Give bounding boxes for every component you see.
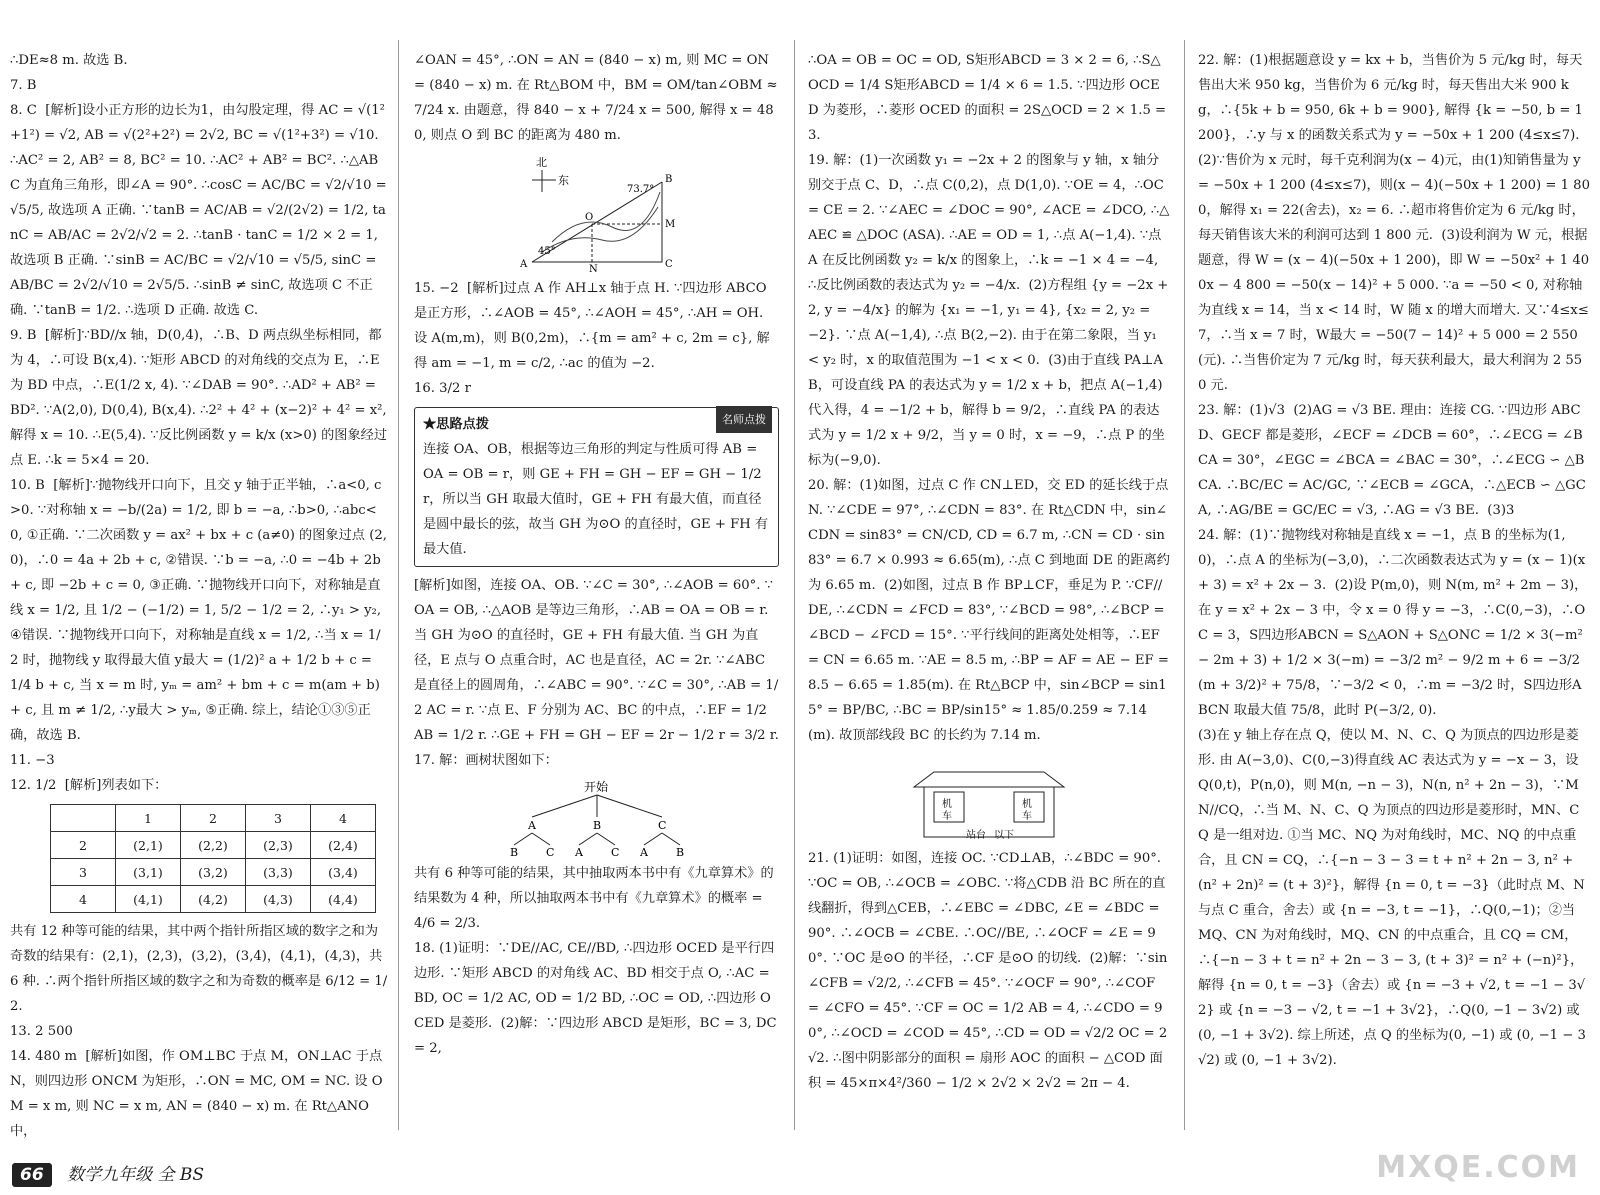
answer-22: 22. 解：(1)根据题意设 y = kx + b，当售价为 5 元/kg 时，每天售出大米 950 kg，当售价为 6 元/kg 时，每天售出大米 900 kg，∴{5k + b = 950, 6k + b = 900}, 解得 {k = −50, b = 1 200}，∴y 与 x 的函数关系式为 y = −50x + 1 200 (4≤x≤7). (2)∵售价为 x 元时，每千克利润为(x − 4)元，由(1)知销售量为 y = −50x + 1 200 (4≤x≤7)，则(x − 4)(−50x + 1 200) = 1 800，解得 x₁ = 22(舍去)，x₂ = 6. ∴超市将售价定为 6 元/kg 时，每天销售该大米的利润可达到 1 800 元. (3)设利润为 W 元，根据题意，得 W = (x − 4)(−50x + 1 200)，即 W = −50x² + 1 400x − 4 800 = −50(x − 14)² + 5 000. ∵a = −50 < 0, 对称轴为直线 x = 14，当 x < 14 时，W 随 x 的增大而增大. 又∵4≤x≤7，∴当 x = 7 时，W最大 = −50(7 − 14)² + 5 000 = 2 550(元). ∴当售价定为 7 元/kg 时，每天获利最大，最大利润为 2 550 元. (1198, 53, 1590, 393)
answer-19: 19. 解：(1)一次函数 y₁ = −2x + 2 的图象与 y 轴，x 轴分别交于点 C、D，∴点 C(0,2)，点 D(1,0). ∵OE = 4，∴OC = CE = 2. ∵∠AEC = ∠DOC = 90°, ∠ACE = ∠DCO, ∴△AEC ≌ △DOC (ASA). ∴AE = OD = 1, ∴点 A(−1,4). ∵点 A 在反比例函数 y₂ = k/x 的图象上，∴k = −1 × 4 = −4, ∴反比例函数的表达式为 y₂ = −4/x. (2)方程组 {y = −2x + 2, y = −4/x} 的解为 {x₁ = −1, y₁ = 4}, {x₂ = 2, y₂ = −2}. ∵点 A(−1,4), ∴点 B(2,−2). 由于在第二象限，当 y₁ < y₂ 时，x 的取值范围为 −1 < x < 0. (3)由于直线 PA⊥AB，可设直线 PA 的表达式为 y = 1/2 x + b，把点 A(−1,4)代入得，4 = −1/2 + b，解得 b = 9/2，∴直线 PA 的表达式为 y = 1/2 x + 9/2，当 y = 0 时，x = −9，∴点 P 的坐标为(−9,0). (808, 153, 1173, 468)
footer-title: 数学九年级 全 BS (67, 1165, 205, 1185)
tree-start-label: 开始 (583, 780, 608, 794)
answer-7: 7. B (10, 78, 37, 93)
table-cell: 4 (51, 886, 116, 913)
answer-17: 17. 解：画树状图如下： (414, 753, 558, 768)
column-divider (398, 40, 399, 1130)
svg-text:B: B (592, 819, 601, 832)
table-cell: (4,3) (246, 886, 311, 913)
svg-text:C: C (657, 819, 666, 832)
answer-column-2 (414, 48, 782, 1061)
answer-16: 16. 3/2 r (414, 381, 471, 396)
table-row (51, 832, 376, 859)
table-cell: (4,1) (116, 886, 181, 913)
answer-24-part3: (3)在 y 轴上存在点 Q，使以 M、N、C、Q 为顶点的四边形是菱形. 由 A(−3,0)、C(0,−3)得直线 AC 表达式为 y = −x − 3，设 Q(0,t)，P(n,0)，则 M(n, −n − 3)，N(n, n² + 2n − 3)，∵MN//CQ，∴当 M、N、C、Q 为顶点的四边形是菱形时，MN、CQ 是一组对边. ①当 MC、NQ 为对角线时，MC、NQ 的中点重合，且 CN = CQ，∴{−n − 3 − 3 = t + n² + 2n − 3, n² + (n² + 2n)² = (t + 3)²}，解得 {n = 0, t = −3}（此时点 M、N 与点 C 重合，舍去）或 {n = −3, t = −1}，∴Q(0,−1)；②当 MQ、CN 为对角线时，MQ、CN 的中点重合，且 CQ = CM，∴{−n − 3 + t = n² + 2n − 3 − 3, (t + 3)² = n² + (−n)²}，解得 {n = 0, t = −3}（舍去）或 {n = −3 + √2, t = −1 − 3√2} 或 {n = −3 − √2, t = −1 + 3√2}，∴Q(0, −1 − 3√2) 或 (0, −1 + 3√2). 综上所述，点 Q 的坐标为(0, −1) 或 (0, −1 − 3√2) 或 (0, −1 + 3√2). (1198, 728, 1589, 1068)
north-label: 北 (535, 156, 547, 169)
table-header-cell: 2 (181, 805, 246, 832)
svg-text:A: A (574, 846, 583, 857)
table-cell: (2,4) (311, 832, 376, 859)
answer-20: 20. 解：(1)如图，过点 C 作 CN⊥ED，交 ED 的延长线于点 N. ∵∠CDE = 97°, ∴∠CDN = 83°. 在 Rt△CDN 中，sin∠CDN = sin83° = CN/CD, CD = 6.7 m, ∴CN = CD · sin83° = 6.7 × 0.993 ≈ 6.65(m), ∴点 C 到地面 DE 的距离约为 6.65 m. (2)如图，过点 B 作 BP⊥CF，垂足为 P. ∵CF//DE, ∴∠CDN = ∠FCD = 83°, ∵∠BCD = 98°, ∴∠BCP = ∠BCD − ∠FCD = 15°. ∵平行线间的距离处处相等，∴EF = CN = 6.65 m. ∵AE = 8.5 m, ∴BP = AF = AE − EF = 8.5 − 6.65 = 1.85(m). 在 Rt△BCP 中，sin∠BCP = sin15° = BP/BC, ∴BC = BP/sin15° ≈ 1.85/0.259 ≈ 7.14(m). 故顶部线段 BC 的长约为 7.14 m. (808, 478, 1174, 743)
answer-10: 10. B [解析]∵抛物线开口向下，且交 y 轴于正半轴，∴a<0, c>0. ∵对称轴 x = −b/(2a) = 1/2, 即 b = −a, ∴b>0, ∴abc<0, ①正确. ∵二次函数 y = ax² + bx + c (a≠0) 的图象过点 (2,0)，∴0 = 4a + 2b + c, ②错误. ∵b = −a, ∴0 = −4b + 2b + c, 即 −2b + c = 0, ③正确. ∵抛物线开口向下，对称轴是直线 x = 1/2, 且 1/2 − (−1/2) = 1, 5/2 − 1/2 = 2, ∴y₁ > y₂, ④错误. ∵抛物线开口向下，对称轴是直线 x = 1/2, ∴当 x = 1/2 时，抛物线 y 取得最大值 y最大 = (1/2)² a + 1/2 b + c = 1/4 b + c, 当 x = m 时, yₘ = am² + bm + c = m(am + b) + c, 且 m ≠ 1/2, ∴y最大 > yₘ, ⑤正确. 综上，结论①③⑤正确，故选 B. (10, 478, 387, 743)
station-label: 站台 (966, 830, 986, 841)
answer-14-continued: ∠OAN = 45°, ∴ON = AN = (840 − x) m, 则 MC = ON = (840 − x) m. 在 Rt△BOM 中，BM = OM/tan∠OBM ≈ 7/24 x. 由题意，得 840 − x + 7/24 x = 500, 解得 x = 480, 则点 O 到 BC 的距离为 480 m. (414, 53, 782, 143)
column-divider (794, 40, 795, 1130)
machine-label: 机 (942, 799, 952, 810)
answer-18: 18. (1)证明：∵DE//AC, CE//BD, ∴四边形 OCED 是平行四边形. ∵矩形 ABCD 的对角线 AC、BD 相交于点 O, ∴AC = BD, OC = 1/2 AC, OD = 1/2 BD, ∴OC = OD, ∴四边形 OCED 是菱形. (2)解：∵四边形 ABCD 是矩形，BC = 3, DC = 2, (414, 941, 781, 1056)
car-label: 车 (1022, 811, 1032, 822)
answer-8: 8. C [解析]设小正方形的边长为1，由勾股定理，得 AC = √(1²+1²) = √2, AB = √(2²+2²) = 2√2, BC = √(1²+3²) = √10. ∴AC² = 2, AB² = 8, BC² = 10. ∴AC² + AB² = BC². ∴△ABC 为直角三角形，即∠A = 90°. ∴cosC = AC/BC = √2/√10 = √5/5, 故选项 A 正确. ∵tanB = AC/AB = √2/(2√2) = 1/2, tanC = AB/AC = 2√2/√2 = 2. ∴tanB · tanC = 1/2 × 2 = 1, 故选项 B 正确. ∵sinB = AC/BC = √2/√10 = √5/5, sinC = AB/BC = 2√2/√10 = 2√5/5. ∴sinB ≠ sinC, 故选项 C 不正确. ∵tanB = 1/2. ∴选项 D 正确. 故选 C. (10, 103, 391, 318)
machine-label: 机 (1022, 799, 1032, 810)
tip-tag: 名师点拨 (716, 406, 772, 433)
answer-24: 24. 解：(1)∵抛物线对称轴是直线 x = −1，点 B 的坐标为(1,0)，∴点 A 的坐标为(−3,0)，∴二次函数表达式为 y = (x − 1)(x + 3) = x² + 2x − 3. (2)设 P(m,0)，则 N(m, m² + 2m − 3)，在 y = x² + 2x − 3 中，令 x = 0 得 y = −3，∴C(0,−3)，∴OC = 3，S四边形ABCN = S△AON + S△ONC = 1/2 × 3(−m² − 2m + 3) + 1/2 × 3(−m) = −3/2 m² − 9/2 m + 6 = −3/2 (m + 3/2)² + 75/8，∵−3/2 < 0，∴m = −3/2 时，S四边形ABCN 取最大值 75/8，此时 P(−3/2, 0). (1198, 528, 1590, 718)
table-cell: (3,2) (181, 859, 246, 886)
table-header-cell: 3 (246, 805, 311, 832)
angle-label: 73.7° (626, 184, 654, 195)
tree-diagram (502, 777, 692, 857)
answer-23: 23. 解：(1)√3 (2)AG = √3 BE. 理由：连接 CG. ∵四边形 ABCD、GECF 都是菱形，∠ECF = ∠DCB = 60°，∴∠ECG = ∠BCA = 30°，∠EGC = ∠BCA = ∠BAC = 30°，∴∠ECG ∽ △BCA. ∴BC/EC = AC/GC, ∵∠ECB = ∠GCA，∴△ECB ∽ △GCA, ∴AG/BE = GC/EC = √3, ∴AG = √3 BE. (3)3 (1198, 403, 1586, 518)
table-cell: (4,2) (181, 886, 246, 913)
page-number: 66 (12, 1163, 52, 1187)
tip-text: 连接 OA、OB，根据等边三角形的判定与性质可得 AB = OA = OB = r，则 GE + FH = GH − EF = GH − 1/2 r，所以当 GH 取最大值时，GE + FH 有最大值，而直径是圆中最长的弦，故当 GH 为⊙O 的直径时，GE + FH 有最大值. (423, 442, 769, 557)
answer-column-1 (10, 48, 391, 1144)
svg-text:B: B (509, 846, 518, 857)
svg-text:A: A (519, 259, 527, 270)
answer-column-3 (808, 48, 1174, 1096)
answer-17-result: 共有 6 种等可能的结果，其中抽取两本书中有《九章算术》的结果数为 4 种，所以抽取两本书中有《九章算术》的概率 = 4/6 = 2/3. (414, 866, 774, 931)
angle-label: 45° (537, 246, 556, 257)
table-cell: (3,3) (246, 859, 311, 886)
table-cell: (2,1) (116, 832, 181, 859)
answer-11: 11. −3 (10, 753, 55, 768)
answer-13: 13. 2 500 (10, 1024, 73, 1039)
table-header-cell: 4 (311, 805, 376, 832)
answer-16-analysis: [解析]如图，连接 OA、OB. ∵∠C = 30°, ∴∠AOB = 60°. ∵OA = OB, ∴△AOB 是等边三角形，∴AB = OA = OB = r. 当 GH 为⊙O 的直径时，GE + FH 有最大值. 当 GH 为直径，E 点与 O 点重合时，AC 也是直径，AC = 2r. ∵∠ABC 是直径上的圆周角，∴∠ABC = 90°. ∵∠C = 30°, ∴AB = 1/2 AC = r. ∵点 E、F 分别为 AC、BC 的中点，∴EF = 1/2 AB = 1/2 r. ∴GE + FH = GH − EF = 2r − 1/2 r = 3/2 r. (414, 578, 779, 743)
svg-text:B: B (675, 846, 684, 857)
table-cell: (3,1) (116, 859, 181, 886)
table-row (51, 859, 376, 886)
answer-12-continued: 共有 12 种等可能的结果，其中两个指针所指区域的数字之和为奇数的结果有：(2,1)，(2,3)，(3,2)，(3,4)，(4,1)，(4,3)，共 6 种. ∴两个指针所指区域的数字之和为奇数的概率是 6/12 = 1/2. (10, 924, 388, 1014)
answer-21: 21. (1)证明：如图，连接 OC. ∵CD⊥AB，∴∠BDC = 90°. ∵OC = OB, ∴∠OCB = ∠OBC. ∵将△CDB 沿 BC 所在的直线翻折，得到△CEB，∴∠EBC = ∠DBC, ∠E = ∠BDC = 90°. ∴∠OCB = ∠CBE. ∴OC//BE, ∴∠OCF = ∠E = 90°. ∵OC 是⊙O 的半径，∴CF 是⊙O 的切线. (2)解：∵sin∠CFB = √2/2, ∴∠CFB = 45°. ∵∠OCF = 90°, ∴∠COF = ∠CFO = 45°. ∵CF = OC = 1/2 AB = 4, ∴∠CDO = 90°, ∴∠OCD = ∠COD = 45°, ∴CD = OD = √2/2 OC = 2√2. ∴图中阴影部分的面积 = 扇形 AOC 的面积 − △COD 面积 = 45×π×4²/360 − 1/2 × 2√2 × 2√2 = 2π − 4. (808, 851, 1168, 1091)
answer-14: 14. 480 m [解析]如图，作 OM⊥BC 于点 M，ON⊥AC 于点 N，则四边形 ONCM 为矩形，∴ON = MC, OM = NC. 设 OM = x m, 则 NC = x m, AN = (840 − x) m. 在 Rt△ANO 中， (10, 1049, 387, 1139)
svg-text:O: O (584, 212, 593, 223)
table-header-cell (51, 805, 116, 832)
watermark: MXQE.COM (1376, 1150, 1580, 1185)
answer-line: ∴DE≈8 m. 故选 B. (10, 53, 128, 68)
figure-q20 (904, 752, 1074, 842)
table-cell: (4,4) (311, 886, 376, 913)
svg-text:C: C (610, 846, 619, 857)
answer-column-4 (1198, 48, 1590, 1073)
answer-12: 12. 1/2 [解析]列表如下： (10, 778, 168, 793)
svg-text:A: A (527, 819, 536, 832)
svg-text:C: C (664, 259, 673, 270)
tip-box (414, 407, 779, 567)
answer-9: 9. B [解析]∵BD//x 轴，D(0,4)，∴B、D 两点纵坐标相同，都为 4，∴可设 B(x,4). ∵矩形 ABCD 的对角线的交点为 E，∴E 为 BD 中点，∴E(1/2 x, 4). ∵∠DAB = 90°. ∴AD² + AB² = BD². ∵A(2,0), D(0,4), B(x,4). ∴2² + 4² + (x−2)² + 4² = x², 解得 x = 10. ∴E(5,4). ∵反比例函数 y = k/x (x>0) 的图象经过点 E. ∴k = 5×4 = 20. (10, 328, 391, 468)
answer-18-continued: ∴OA = OB = OC = OD, S矩形ABCD = 3 × 2 = 6, ∴S△OCD = 1/4 S矩形ABCD = 1/4 × 6 = 1.5. ∵四边形 OCED 为菱形，∴菱形 OCED 的面积 = 2S△OCD = 2 × 1.5 = 3. (808, 53, 1171, 143)
table-cell: (2,2) (181, 832, 246, 859)
tip-title: ★思路点拨 (423, 417, 489, 432)
below-label: 以下 (994, 830, 1014, 841)
table-header-cell: 1 (116, 805, 181, 832)
table-row (51, 886, 376, 913)
svg-text:A: A (639, 846, 648, 857)
column-divider (1184, 40, 1185, 1130)
table-cell: (2,3) (246, 832, 311, 859)
table-cell: 3 (51, 859, 116, 886)
table-cell: (3,4) (311, 859, 376, 886)
page-footer (12, 1160, 204, 1185)
svg-text:B: B (664, 174, 672, 185)
probability-table (50, 804, 376, 913)
svg-text:N: N (588, 264, 598, 272)
answer-15: 15. −2 [解析]过点 A 作 AH⊥x 轴于点 H. ∵四边形 ABCO 是正方形，∴∠AOB = 45°, ∴∠AOH = 45°, ∴AH = OH. 设 A(m,m)，则 B(0,2m)，∴{m = am² + c, 2m = c}, 解得 am = −1, m = c/2, ∴ac 的值为 −2. (414, 281, 771, 371)
svg-text:M: M (664, 219, 675, 230)
table-cell: 2 (51, 832, 116, 859)
svg-text:C: C (545, 846, 554, 857)
figure-q14 (512, 152, 682, 272)
east-label: 东 (557, 174, 569, 187)
car-label: 车 (942, 811, 952, 822)
